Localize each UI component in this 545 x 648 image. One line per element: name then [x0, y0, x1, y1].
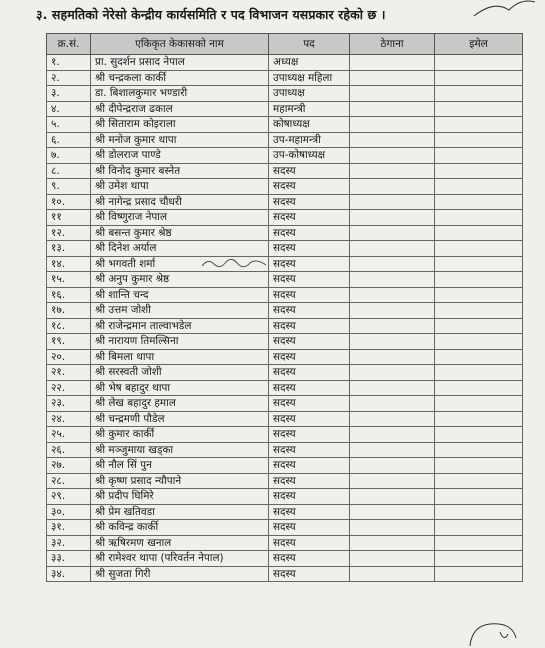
table-row [47, 380, 523, 396]
serial-cell: १५. [47, 272, 91, 288]
name-cell: श्री शान्ति चन्द [91, 287, 269, 303]
address-cell [350, 272, 435, 288]
address-cell [350, 551, 435, 567]
serial-cell: १६. [47, 287, 91, 303]
address-cell [350, 241, 435, 257]
name-cell: श्री बसन्त कुमार श्रेष्ठ [91, 225, 269, 241]
post-cell: सदस्य [269, 551, 350, 567]
table-row [47, 318, 523, 334]
email-cell [435, 535, 523, 551]
name-cell: श्री कविन्द्र कार्की [91, 520, 269, 536]
post-cell: उप-महामन्त्री [269, 132, 350, 148]
post-cell: सदस्य [269, 256, 350, 272]
name-cell: डा. बिशालकुमार भण्डारी [91, 86, 269, 102]
address-cell [350, 148, 435, 164]
email-cell [435, 551, 523, 567]
email-cell [435, 132, 523, 148]
table-row [47, 473, 523, 489]
address-cell [350, 566, 435, 582]
address-cell [350, 101, 435, 117]
name-cell: श्री कुमार कार्की [91, 427, 269, 443]
email-cell [435, 473, 523, 489]
serial-cell: १२. [47, 225, 91, 241]
post-cell: कोषाध्यक्ष [269, 117, 350, 133]
post-cell: सदस्य [269, 179, 350, 195]
email-cell [435, 318, 523, 334]
post-cell: उप-कोषाध्यक्ष [269, 148, 350, 164]
serial-cell: ३१. [47, 520, 91, 536]
name-cell: प्रा. सुदर्शन प्रसाद नेपाल [91, 55, 269, 71]
email-cell [435, 86, 523, 102]
serial-cell: १७. [47, 303, 91, 319]
table-row [47, 148, 523, 164]
serial-cell: ३०. [47, 504, 91, 520]
serial-cell: १९. [47, 334, 91, 350]
name-cell: श्री ऋषिरमण खनाल [91, 535, 269, 551]
address-cell [350, 535, 435, 551]
name-cell: श्री डोलराज पाण्डे [91, 148, 269, 164]
post-cell: अध्यक्ष [269, 55, 350, 71]
address-cell [350, 117, 435, 133]
email-cell [435, 194, 523, 210]
post-cell: सदस्य [269, 349, 350, 365]
serial-cell: ३३. [47, 551, 91, 567]
email-cell [435, 256, 523, 272]
email-cell [435, 163, 523, 179]
address-cell [350, 489, 435, 505]
table-row [47, 256, 523, 272]
table-row [47, 566, 523, 582]
serial-cell: ३४. [47, 566, 91, 582]
serial-cell: ३२. [47, 535, 91, 551]
serial-cell: ५. [47, 117, 91, 133]
name-cell: श्री विनोद कुमार बस्नेत [91, 163, 269, 179]
name-cell: श्री नौल सिं पुन [91, 458, 269, 474]
address-cell [350, 163, 435, 179]
address-cell [350, 287, 435, 303]
post-cell: सदस्य [269, 427, 350, 443]
table-row [47, 132, 523, 148]
table-row [47, 396, 523, 412]
serial-cell: १८. [47, 318, 91, 334]
table-row [47, 334, 523, 350]
name-cell: श्री प्रेम खतिवडा [91, 504, 269, 520]
email-cell [435, 241, 523, 257]
email-cell [435, 334, 523, 350]
address-cell [350, 55, 435, 71]
address-cell [350, 473, 435, 489]
email-cell [435, 225, 523, 241]
post-cell: सदस्य [269, 163, 350, 179]
table-body [47, 55, 523, 582]
table-header-row [47, 34, 523, 55]
address-cell [350, 504, 435, 520]
name-cell: श्री प्रदीप घिमिरे [91, 489, 269, 505]
table-row [47, 520, 523, 536]
serial-cell: ७. [47, 148, 91, 164]
table-row [47, 101, 523, 117]
serial-cell: २१. [47, 365, 91, 381]
serial-cell: ३. [47, 86, 91, 102]
address-cell [350, 334, 435, 350]
table-row [47, 287, 523, 303]
name-cell: श्री मनोज कुमार थापा [91, 132, 269, 148]
address-cell [350, 442, 435, 458]
table-row [47, 117, 523, 133]
name-cell: श्री सुजता गिरी [91, 566, 269, 582]
table-row [47, 458, 523, 474]
serial-cell: ६. [47, 132, 91, 148]
post-cell: सदस्य [269, 396, 350, 412]
table-row [47, 504, 523, 520]
post-cell: सदस्य [269, 241, 350, 257]
serial-cell: २५. [47, 427, 91, 443]
table-row [47, 86, 523, 102]
header-post: पद [269, 34, 350, 55]
address-cell [350, 86, 435, 102]
post-cell: सदस्य [269, 411, 350, 427]
email-cell [435, 117, 523, 133]
name-cell: श्री नागेन्द्र प्रसाद चौधरी [91, 194, 269, 210]
name-cell: श्री दीपेन्द्रराज ढकाल [91, 101, 269, 117]
table-row [47, 349, 523, 365]
email-cell [435, 303, 523, 319]
serial-cell: २८. [47, 473, 91, 489]
name-cell: श्री कृष्ण प्रसाद न्यौपाने [91, 473, 269, 489]
address-cell [350, 210, 435, 226]
post-cell: सदस्य [269, 442, 350, 458]
email-cell [435, 427, 523, 443]
address-cell [350, 520, 435, 536]
address-cell [350, 70, 435, 86]
post-cell: उपाध्यक्ष महिला [269, 70, 350, 86]
table-row [47, 194, 523, 210]
handwritten-note [200, 254, 270, 274]
post-cell: सदस्य [269, 194, 350, 210]
signature-mark [466, 620, 526, 648]
post-cell: सदस्य [269, 566, 350, 582]
address-cell [350, 349, 435, 365]
header-email: इमेल [435, 34, 523, 55]
table-row [47, 427, 523, 443]
serial-cell: ८. [47, 163, 91, 179]
serial-cell: २२. [47, 380, 91, 396]
committee-table [46, 33, 523, 582]
email-cell [435, 70, 523, 86]
email-cell [435, 458, 523, 474]
post-cell: सदस्य [269, 225, 350, 241]
serial-cell: २६. [47, 442, 91, 458]
email-cell [435, 272, 523, 288]
serial-cell: ४. [47, 101, 91, 117]
email-cell [435, 210, 523, 226]
name-cell: श्री चन्द्रमणी पौडेल [91, 411, 269, 427]
post-cell: सदस्य [269, 504, 350, 520]
header-name: एकिकृत केकासको नाम [91, 34, 269, 55]
address-cell [350, 380, 435, 396]
name-cell: श्री अनुप कुमार श्रेष्ठ [91, 272, 269, 288]
handwritten-mark [469, 0, 539, 18]
name-cell: श्री भेष बहादुर थापा [91, 380, 269, 396]
name-cell: श्री बिमला थापा [91, 349, 269, 365]
address-cell [350, 458, 435, 474]
table-row [47, 551, 523, 567]
email-cell [435, 101, 523, 117]
serial-cell: २७. [47, 458, 91, 474]
address-cell [350, 365, 435, 381]
name-cell: श्री भगवती शर्मा [91, 256, 269, 272]
serial-cell: २०. [47, 349, 91, 365]
table-row [47, 179, 523, 195]
name-cell: श्री राजेन्द्रमान ताल्वाभडेल [91, 318, 269, 334]
email-cell [435, 489, 523, 505]
post-cell: सदस्य [269, 365, 350, 381]
email-cell [435, 365, 523, 381]
table-row [47, 210, 523, 226]
serial-cell: १४. [47, 256, 91, 272]
email-cell [435, 442, 523, 458]
table-row [47, 489, 523, 505]
name-cell: श्री मञ्जुमाया खड्का [91, 442, 269, 458]
header-serial: क्र.सं. [47, 34, 91, 55]
header-address: ठेगाना [350, 34, 435, 55]
name-cell: श्री लेख बहादुर हमाल [91, 396, 269, 412]
serial-cell: २३. [47, 396, 91, 412]
serial-cell: २९. [47, 489, 91, 505]
name-cell: श्री नारायण तिमल्सिना [91, 334, 269, 350]
serial-cell: ९. [47, 179, 91, 195]
email-cell [435, 520, 523, 536]
email-cell [435, 411, 523, 427]
address-cell [350, 411, 435, 427]
post-cell: सदस्य [269, 210, 350, 226]
table-row [47, 535, 523, 551]
email-cell [435, 396, 523, 412]
address-cell [350, 303, 435, 319]
serial-cell: १. [47, 55, 91, 71]
name-cell: श्री विष्णुराज नेपाल [91, 210, 269, 226]
address-cell [350, 318, 435, 334]
name-cell: श्री सिताराम कोइराला [91, 117, 269, 133]
table-row [47, 272, 523, 288]
serial-cell: १०. [47, 194, 91, 210]
table-row [47, 303, 523, 319]
post-cell: सदस्य [269, 287, 350, 303]
email-cell [435, 179, 523, 195]
address-cell [350, 225, 435, 241]
post-cell: सदस्य [269, 489, 350, 505]
table-row [47, 365, 523, 381]
post-cell: सदस्य [269, 520, 350, 536]
address-cell [350, 179, 435, 195]
address-cell [350, 132, 435, 148]
serial-cell: ११ [47, 210, 91, 226]
post-cell: सदस्य [269, 473, 350, 489]
table-row [47, 442, 523, 458]
address-cell [350, 194, 435, 210]
table-row [47, 55, 523, 71]
email-cell [435, 55, 523, 71]
serial-cell: २. [47, 70, 91, 86]
serial-cell: १३. [47, 241, 91, 257]
email-cell [435, 566, 523, 582]
name-cell: श्री उमेश थापा [91, 179, 269, 195]
post-cell: सदस्य [269, 458, 350, 474]
email-cell [435, 287, 523, 303]
name-cell: श्री रामेश्वर थापा (परिवर्तन नेपाल) [91, 551, 269, 567]
post-cell: सदस्य [269, 318, 350, 334]
section-heading: ३. सहमतिको नेरेसो केन्द्रीय कार्यसमिति र पद विभाजन यसप्रकार रहेको छ । [36, 7, 386, 22]
name-cell: श्री सरस्वती जोशी [91, 365, 269, 381]
post-cell: सदस्य [269, 303, 350, 319]
name-cell: श्री उत्तम जोशी [91, 303, 269, 319]
post-cell: सदस्य [269, 380, 350, 396]
email-cell [435, 349, 523, 365]
post-cell: सदस्य [269, 535, 350, 551]
post-cell: महामन्त्री [269, 101, 350, 117]
email-cell [435, 380, 523, 396]
name-cell: श्री दिनेश अर्याल [91, 241, 269, 257]
table-row [47, 411, 523, 427]
address-cell [350, 256, 435, 272]
table-row [47, 241, 523, 257]
post-cell: सदस्य [269, 334, 350, 350]
address-cell [350, 427, 435, 443]
serial-cell: २४. [47, 411, 91, 427]
post-cell: सदस्य [269, 272, 350, 288]
post-cell: उपाध्यक्ष [269, 86, 350, 102]
email-cell [435, 504, 523, 520]
address-cell [350, 396, 435, 412]
table-row [47, 163, 523, 179]
table-row [47, 70, 523, 86]
table-row [47, 225, 523, 241]
email-cell [435, 148, 523, 164]
name-cell: श्री चन्द्रकला कार्की [91, 70, 269, 86]
